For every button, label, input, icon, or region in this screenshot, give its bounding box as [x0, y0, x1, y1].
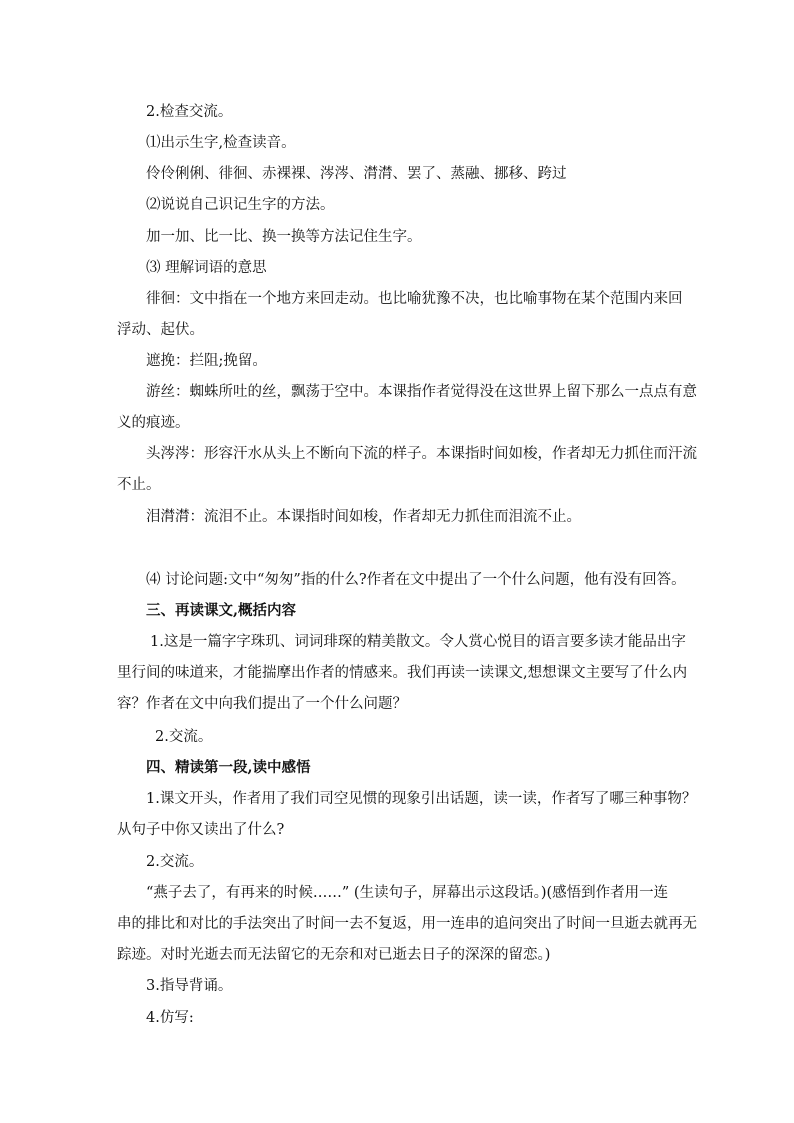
text-line: ⑵说说自己识记生字的方法。	[146, 197, 335, 213]
text-line: 不止。	[117, 477, 161, 493]
text-line: 义的痕迹。	[117, 415, 190, 431]
text-line: 1.这是一篇字字珠玑、词词琲琛的精美散文。令人赏心悦目的语言要多读才能品出字	[150, 634, 686, 650]
text-line: 2.检查交流。	[146, 104, 233, 120]
section-heading: 四、精读第一段,读中感悟	[146, 759, 311, 776]
section-heading: 三、再读课文,概括内容	[146, 602, 297, 619]
text-line: 2.交流。	[155, 729, 213, 745]
text-line: 从句子中你又读出了什么?	[117, 822, 285, 838]
text-line: 泪潸潸：流泪不止。本课指时间如梭，作者却无力抓住而泪流不止。	[146, 509, 581, 525]
text-line: 里行间的味道来，才能揣摩出作者的情感来。我们再读一读课文,想想课文主要写了什么内	[117, 665, 688, 681]
text-line: 踪迹。对时光逝去而无法留它的无奈和对已逝去日子的深深的留恋。)	[117, 947, 551, 963]
text-line: 加一加、比一比、换一换等方法记住生字。	[146, 229, 422, 245]
text-line: 3.指导背诵。	[146, 978, 233, 994]
text-line: 4.仿写:	[146, 1010, 194, 1026]
text-line: 容？作者在文中向我们提出了一个什么问题？	[117, 696, 407, 712]
text-line: 串的排比和对比的手法突出了时间一去不复返，用一连串的追问突出了时间一旦逝去就再无	[117, 916, 697, 932]
text-line: ⑶ 理解词语的意思	[146, 260, 267, 276]
text-line: ⑴出示生字,检查读音。	[146, 135, 296, 151]
text-line: 2.交流。	[146, 854, 204, 870]
text-line: 头涔涔：形容汗水从头上不断向下流的样子。本课指时间如梭，作者却无力抓住而汗流	[146, 446, 697, 462]
text-line: 伶伶俐俐、徘徊、赤裸裸、涔涔、潸潸、罢了、蒸融、挪移、跨过	[146, 166, 567, 182]
text-line: “燕子去了，有再来的时候……” (生读句子，屏幕出示这段话。)(感悟到作者用一连	[146, 885, 669, 901]
text-line: 游丝：蜘蛛所吐的丝，飘荡于空中。本课指作者觉得没在这世界上留下那么一点点有意	[146, 384, 697, 400]
text-line: 1.课文开头，作者用了我们司空见惯的现象引出话题，读一读，作者写了哪三种事物？	[146, 791, 697, 807]
text-line: 浮动、起伏。	[117, 322, 204, 338]
text-line: ⑷ 讨论问题:文中“匆匆”指的什么?作者在文中提出了一个什么问题，他有没有回答。	[146, 572, 686, 588]
text-line: 遮挽：拦阻;挽留。	[146, 353, 267, 369]
text-line: 徘徊：文中指在一个地方来回走动。也比喻犹豫不决，也比喻事物在某个范围内来回	[146, 291, 683, 307]
